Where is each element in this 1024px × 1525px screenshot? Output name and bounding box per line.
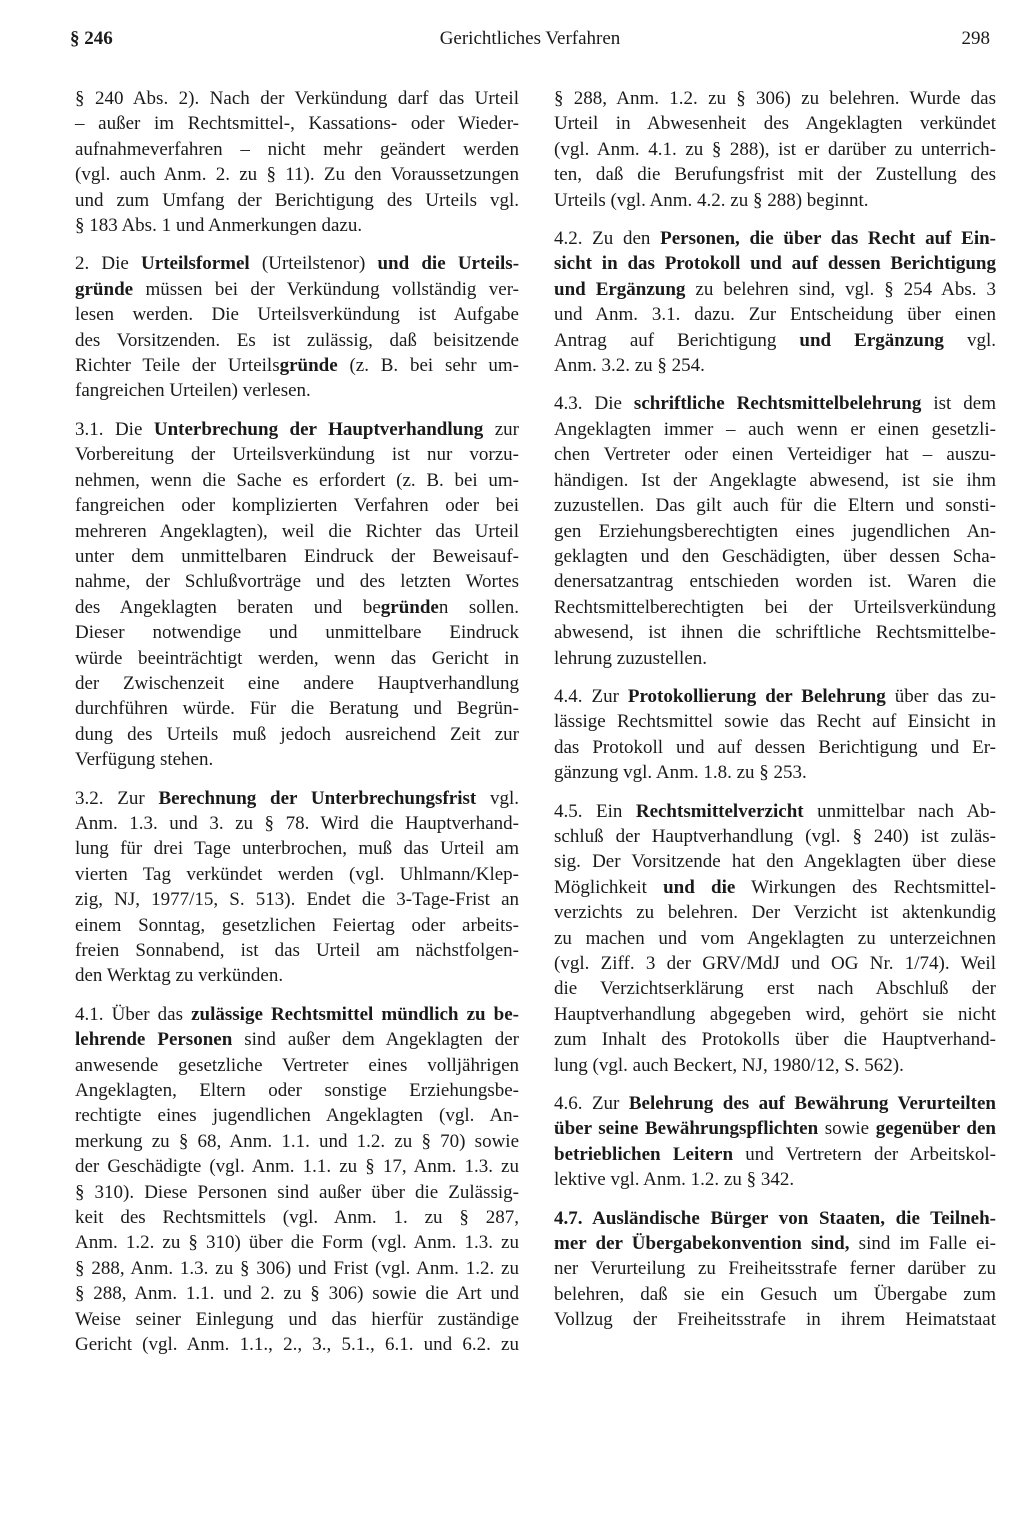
text-line: Möglichkeit und die Wirkungen des Rechtsmittel- [554, 876, 996, 898]
text-line: vierten Tag verkündet werden (vgl. Uhlmann/Klep- [75, 863, 519, 885]
text-line: zuzustellen. Das gilt auch für die Eltern und sonsti- [554, 495, 996, 517]
right-column-paragraph [554, 1091, 996, 1193]
text-line: lesen werden. Die Urteilsverkündung ist Aufgabe [75, 304, 519, 326]
left-column-paragraph [75, 86, 519, 238]
text-line: Verfügung stehen. [75, 749, 214, 771]
text-line: rechtigte eines jugendlichen Angeklagten (vgl. An- [75, 1105, 519, 1127]
text-line: des Vorsitzenden. Es ist zulässig, daß beisitzende [75, 329, 519, 351]
text-line: nehmen, wenn die Sache es erfordert (z. B. bei um- [75, 469, 519, 491]
text-line: – außer im Rechtsmittel-, Kassations- oder Wieder- [75, 113, 519, 135]
text-line: denersatzantrag entschieden worden ist. Waren die [554, 571, 996, 593]
text-line: freien Sonnabend, ist das Urteil am nächstfolgen- [75, 940, 519, 961]
text-line: sig. Der Vorsitzende hat den Angeklagten über diese [554, 851, 996, 873]
left-column-paragraph [75, 786, 519, 989]
text-line: § 288, Anm. 1.3. zu § 306) und Frist (vgl. Anm. 1.2. zu [75, 1257, 519, 1279]
text-line: das Protokoll und auf dessen Berichtigung und Er- [554, 736, 996, 758]
text-line: fangreichen Urteilen) verlesen. [75, 380, 311, 402]
text-line: 3.1. Die Unterbrechung der Hauptverhandlung zur [75, 418, 520, 440]
text-line: § 288, Anm. 1.1. und 2. zu § 306) sowie die Art und [75, 1283, 519, 1305]
text-line: merkung zu § 68, Anm. 1.1. und 1.2. zu § 70) sowie [75, 1130, 519, 1152]
text-line: Richter Teile der Urteilsgründe (z. B. bei sehr um- [75, 355, 519, 377]
text-line: Angeklagten immer – auch wenn er einen gesetzli- [554, 418, 996, 440]
left-column-paragraph [75, 251, 519, 403]
text-line: lung (vgl. auch Beckert, NJ, 1980/12, S. 562). [554, 1054, 904, 1076]
text-line: verzichts zu belehren. Der Verzicht ist aktenkundig [554, 902, 996, 924]
text-line: Urteil in Abwesenheit des Angeklagten verkündet [554, 113, 996, 135]
text-line: lehrende Personen sind außer dem Angeklagten der [75, 1029, 519, 1051]
text-line: Dieser notwendige und unmittelbare Eindruck [75, 622, 519, 644]
text-line: belehren, daß sie ein Gesuch um Übergabe zum [554, 1283, 996, 1305]
text-line: schluß der Hauptverhandlung (vgl. § 240) ist zuläs- [554, 825, 996, 847]
text-line: mehreren Angeklagten), weil die Richter das Urteil [75, 520, 519, 542]
text-line: die Verzichtserklärung erst nach Abschluß der [554, 978, 996, 1000]
section-number: § 246 [70, 28, 113, 49]
page-header [70, 28, 990, 60]
running-title: Gerichtliches Verfahren [439, 28, 621, 49]
text-line: Rechtsmittelberechtigten bei der Urteilsverkündung [554, 596, 996, 618]
text-line: und zum Umfang der Berichtigung des Urteils vgl. [75, 189, 519, 211]
text-line: Angeklagten, Eltern oder sonstige Erziehungsbe- [75, 1080, 519, 1102]
text-line: Vollzug der Freiheitsstrafe in ihrem Heimatstaat [554, 1309, 996, 1331]
text-line: aufnahmeverfahren – nicht mehr geändert werden [75, 138, 519, 160]
text-line: zig, NJ, 1977/15, S. 513). Endet die 3-Tage-Frist an [75, 889, 519, 911]
text-line: würde beeinträchtigt werden, wenn das Gericht in [75, 647, 519, 669]
text-line: der Zwischenzeit eine andere Hauptverhandlung [75, 672, 519, 694]
text-line: Weise seiner Einlegung und das hierfür zuständige [75, 1308, 519, 1330]
text-line: Anm. 3.2. zu § 254. [554, 355, 705, 377]
text-line: geklagten und den Geschädigten, über dessen Scha- [554, 545, 996, 567]
text-line: (vgl. Anm. 4.1. zu § 288), ist er darüber zu unterrich- [554, 138, 996, 160]
text-line: dung des Urteils muß jedoch ausreichend Zeit zur [75, 723, 519, 745]
text-line: über seine Bewährungspflichten sowie gegenüber den [554, 1118, 996, 1140]
text-line: chen Vertreter oder einen Verteidiger hat – auszu- [554, 444, 996, 466]
text-line: 3.2. Zur Berechnung der Unterbrechungsfrist vgl. [75, 787, 519, 809]
text-line: und Ergänzung zu belehren sind, vgl. § 254 Abs. 3 [554, 278, 996, 300]
text-line: lung für drei Tage unterbrochen, muß das Urteil am [75, 838, 519, 860]
text-line: fangreichen oder komplizierten Verfahren oder bei [75, 495, 519, 517]
right-column-paragraph [554, 684, 996, 786]
text-line: keit des Rechtsmittels (vgl. Anm. 1. zu § 287, [75, 1207, 519, 1229]
text-line: nahme, der Schlußvorträge und des letzten Wortes [75, 571, 519, 593]
text-line: den Werktag zu verkünden. [75, 965, 284, 987]
text-line: Gericht (vgl. Anm. 1.1., 2., 3., 5.1., 6.1. und 6.2. zu [75, 1334, 519, 1356]
text-line: des Angeklagten beraten und begründen sollen. [75, 596, 519, 618]
text-line: 4.1. Über das zulässige Rechtsmittel mündlich zu be- [75, 1003, 519, 1025]
text-line: anwesende gesetzliche Vertreter eines volljährigen [75, 1054, 519, 1076]
text-line: ner Verurteilung zu Freiheitsstrafe ferner darüber zu [554, 1258, 996, 1280]
text-line: händigen. Ist der Angeklagte abwesend, ist sie ihm [554, 469, 996, 491]
right-column-paragraph [554, 226, 996, 378]
left-column-paragraph [75, 417, 519, 773]
text-line: § 183 Abs. 1 und Anmerkungen dazu. [75, 215, 363, 237]
text-line: einem Sonntag, gesetzlichen Feiertag oder arbeits- [75, 914, 519, 936]
text-line: § 310). Diese Personen sind außer über die Zulässig- [75, 1181, 519, 1203]
text-line: der Geschädigte (vgl. Anm. 1.1. zu § 17, Anm. 1.3. zu [75, 1156, 519, 1178]
text-line: § 240 Abs. 2). Nach der Verkündung darf das Urteil [75, 88, 519, 109]
text-line: zum Inhalt des Protokolls über die Hauptverhand- [554, 1029, 996, 1051]
text-line: (vgl. Ziff. 3 der GRV/MdJ und OG Nr. 1/74). Weil [554, 953, 996, 974]
text-line: 4.2. Zu den Personen, die über das Recht auf Ein- [554, 228, 996, 250]
text-line: (vgl. auch Anm. 2. zu § 11). Zu den Voraussetzungen [75, 164, 519, 186]
text-line: unter dem unmittelbaren Eindruck der Beweisauf- [75, 545, 519, 567]
page-number: 298 [961, 28, 990, 49]
text-line: lektive vgl. Anm. 1.2. zu § 342. [554, 1169, 795, 1191]
text-line: mer der Übergabekonvention sind, sind im Falle ei- [554, 1233, 996, 1255]
text-line: Hauptverhandlung abgegeben wird, gehört sie nicht [554, 1003, 996, 1025]
text-line: gen Erziehungsberechtigten eines jugendlichen An- [554, 520, 996, 542]
text-line: 4.5. Ein Rechtsmittelverzicht unmittelbar nach Ab- [554, 800, 996, 822]
text-line: § 288, Anm. 1.2. zu § 306) zu belehren. Wurde das [554, 88, 996, 109]
text-line: abwesend, ist ihnen die schriftliche Rechtsmittelbe- [554, 622, 996, 644]
right-column-paragraph [554, 1206, 996, 1333]
text-line: lässige Rechtsmittel sowie das Recht auf Einsicht in [554, 711, 996, 733]
text-line: sicht in das Protokoll und auf dessen Berichtigung [554, 253, 996, 275]
text-line: 4.7. Ausländische Bürger von Staaten, die Teilneh- [554, 1207, 996, 1229]
text-line: zu machen und vom Angeklagten zu unterzeichnen [554, 927, 996, 949]
text-line: 4.4. Zur Protokollierung der Belehrung über das zu- [554, 685, 996, 707]
text-line: betrieblichen Leitern und Vertretern der Arbeitskol- [554, 1143, 996, 1165]
text-line: Vorbereitung der Urteilsverkündung ist nur vorzu- [75, 444, 519, 466]
text-line: und Anm. 3.1. dazu. Zur Entscheidung über einen [554, 304, 996, 326]
right-column [554, 86, 996, 1346]
text-line: lehrung zuzustellen. [554, 647, 708, 669]
text-line: durchführen würde. Für die Beratung und Begrün- [75, 698, 519, 720]
text-line: 4.3. Die schriftliche Rechtsmittelbelehrung ist dem [554, 393, 996, 415]
text-line: 4.6. Zur Belehrung des auf Bewährung Verurteilten [554, 1093, 996, 1115]
text-line: gründe müssen bei der Verkündung vollständig ver- [75, 278, 519, 300]
text-line: ten, daß die Berufungsfrist mit der Zustellung des [554, 164, 996, 186]
text-line: 2. Die Urteilsformel (Urteilstenor) und die Urteils- [75, 253, 520, 275]
right-column-paragraph [554, 391, 996, 670]
left-column [75, 86, 519, 1371]
left-column-paragraph [75, 1002, 519, 1358]
text-line: Urteils (vgl. Anm. 4.2. zu § 288) beginnt. [554, 189, 869, 211]
text-line: Anm. 1.3. und 3. zu § 78. Wird die Hauptverhand- [75, 812, 519, 834]
text-line: Antrag auf Berichtigung und Ergänzung vgl. [554, 329, 996, 351]
text-line: Anm. 1.2. zu § 310) über die Form (vgl. Anm. 1.3. zu [75, 1232, 519, 1254]
text-line: gänzung vgl. Anm. 1.8. zu § 253. [554, 762, 807, 784]
right-column-paragraph [554, 86, 996, 213]
right-column-paragraph [554, 799, 996, 1078]
